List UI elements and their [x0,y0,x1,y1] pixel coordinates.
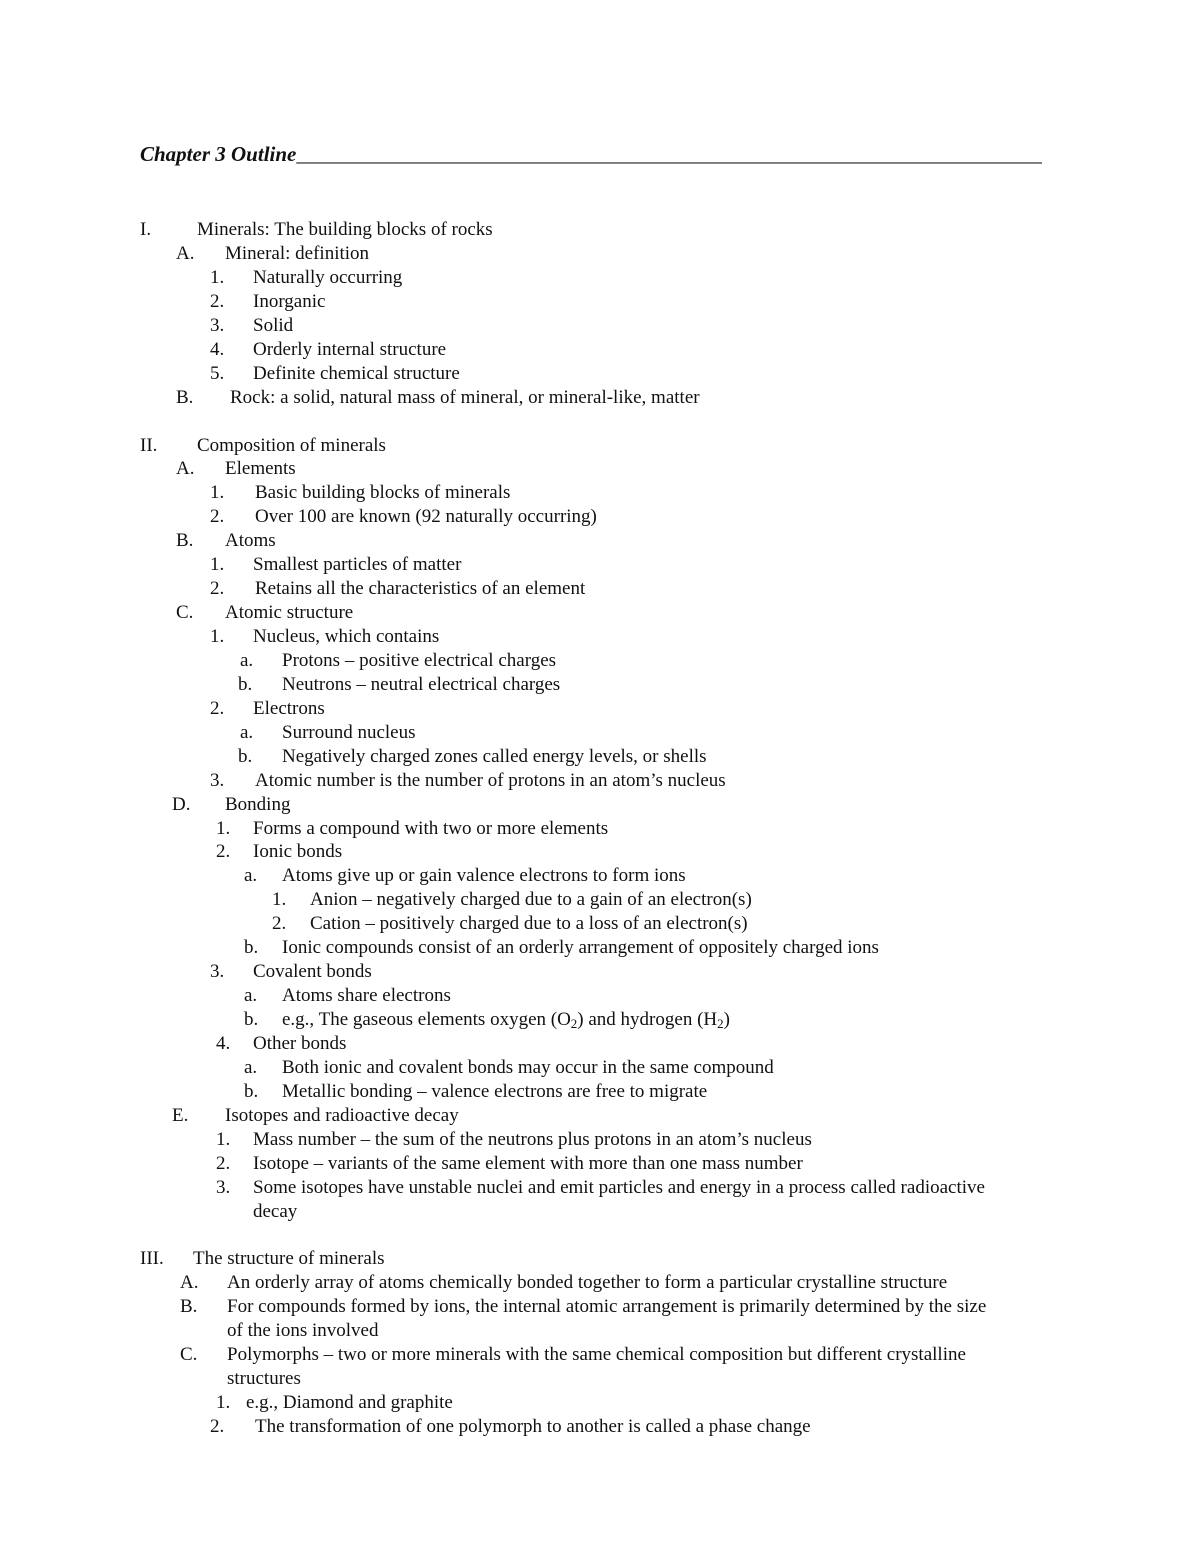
outline-marker: 4. [216,1032,231,1054]
outline-text: Nucleus, which contains [253,626,440,647]
outline-marker: 2. [210,578,225,600]
outline-text: Naturally occurring [253,266,403,288]
outline-marker: D. [172,793,191,815]
outline-item [0,1247,1200,1271]
outline-text: Ionic bonds [253,841,343,863]
outline-text: Atomic number is the number of protons in an atom’s nucleus [255,769,726,791]
outline-marker: 2. [210,697,225,719]
outline-item [0,1367,1200,1391]
outline-item [0,1415,1200,1439]
outline-item [0,1152,1200,1176]
outline-marker: 2. [272,913,287,935]
outline-marker: 3. [216,1176,231,1198]
outline-text: Protons – positive electrical charges [282,649,557,671]
outline-marker: 1. [216,1392,231,1414]
outline-item [0,864,1200,888]
outline-marker: III. [140,1248,164,1270]
outline-text: Inorganic [253,290,326,312]
outline-item [0,218,1200,242]
outline-text-part: ) [723,1009,730,1030]
outline-text-part: e.g., The gaseous elements oxygen (O [282,1009,571,1030]
outline-text: Isotope – variants of the same element with more than one mass number [253,1152,803,1174]
outline-text: Surround nucleus [282,721,416,743]
outline-marker: 1. [216,817,231,839]
outline-item [0,1271,1200,1295]
outline-text: Elements [225,458,296,480]
outline-item [0,888,1200,912]
outline-marker: E. [172,1104,189,1126]
outline-text: Ionic compounds consist of an orderly arrangement of oppositely charged ions [282,937,879,959]
outline-text: Electrons [253,697,325,719]
outline-item [0,1080,1200,1104]
outline-item [0,1056,1200,1080]
outline-text: Cation – positively charged due to a loss of an electron(s) [310,913,748,935]
outline-text: Negatively charged zones called energy levels, or shells [282,745,707,767]
title-underline-rule: _______________________________________________________________________ [296,142,1042,166]
outline-text: Atoms give up or gain valence electrons to form ions [282,865,686,887]
outline-text: Over 100 are known (92 naturally occurring) [255,506,597,528]
outline-marker: B. [176,530,194,552]
outline-text: Definite chemical structure [253,362,460,384]
subscript-text: 2 [570,1016,578,1031]
outline-text: decay [253,1200,298,1222]
outline-marker: 3. [210,769,225,791]
outline-item [0,457,1200,481]
outline-marker: I. [140,219,152,240]
outline-marker: b. [238,673,253,695]
outline-text: Anion – negatively charged due to a gain of an electron(s) [310,889,752,911]
outline-text: Metallic bonding – valence electrons are free to migrate [282,1080,708,1102]
outline-item [0,577,1200,601]
outline-item [0,1343,1200,1367]
outline-item [0,362,1200,386]
outline-item [0,1200,1200,1224]
outline-item [0,625,1200,649]
page-title [140,142,1042,167]
outline-list [0,218,1200,1439]
outline-item [0,290,1200,314]
outline-marker: C. [176,602,194,624]
outline-marker: 1. [272,889,287,911]
outline-text: Covalent bonds [253,961,372,983]
outline-text: The transformation of one polymorph to another is called a phase change [255,1416,811,1437]
outline-item [0,314,1200,338]
outline-item [0,673,1200,697]
outline-text: structures [227,1368,301,1390]
outline-marker: 2. [216,841,231,863]
outline-marker: 1. [216,1128,231,1150]
outline-marker: II. [140,434,158,456]
outline-text: Forms a compound with two or more elements [253,817,609,839]
outline-marker: 1. [210,266,225,288]
outline-marker: A. [176,242,195,264]
outline-item [0,1104,1200,1128]
outline-text: Atoms [225,530,276,552]
outline-text: Retains all the characteristics of an element [255,578,586,600]
outline-marker: 3. [210,314,225,336]
outline-marker: 2. [210,506,225,528]
outline-item [0,697,1200,721]
outline-marker: b. [244,1009,259,1030]
outline-text: Basic building blocks of minerals [255,482,511,504]
outline-text: Minerals: The building blocks of rocks [197,219,493,240]
outline-item [0,338,1200,362]
outline-item [0,1319,1200,1343]
outline-item [0,793,1200,817]
outline-marker: 2. [210,1416,225,1437]
outline-spacer [0,1223,1200,1247]
outline-text: Polymorphs – two or more minerals with the same chemical composition but different crystalline [227,1344,966,1366]
outline-item [0,1176,1200,1200]
outline-text [282,1008,730,1032]
outline-item [0,1391,1200,1415]
outline-item [0,769,1200,793]
outline-marker: a. [240,649,254,671]
outline-marker: B. [176,386,194,408]
outline-text: Mass number – the sum of the neutrons plus protons in an atom’s nucleus [253,1128,812,1150]
subscript-text: 2 [717,1016,724,1031]
outline-text: Solid [253,314,294,336]
outline-item [0,481,1200,505]
title-text: Chapter 3 Outline [140,142,297,166]
outline-item [0,601,1200,625]
outline-text: For compounds formed by ions, the internal atomic arrangement is primarily determined by the size [227,1296,987,1318]
outline-text: Neutrons – neutral electrical charges [282,673,561,695]
outline-marker: a. [244,865,258,887]
outline-marker: 2. [210,290,225,312]
outline-marker: b. [244,1080,259,1102]
outline-text: Some isotopes have unstable nuclei and emit particles and energy in a process called radioactive [253,1176,985,1198]
outline-item [0,649,1200,673]
outline-text: Smallest particles of matter [253,554,462,576]
outline-item [0,721,1200,745]
outline-marker: b. [238,745,253,767]
outline-item [0,912,1200,936]
outline-marker: a. [240,721,254,743]
outline-spacer [0,410,1200,434]
outline-marker: 3. [210,961,225,983]
outline-text: of the ions involved [227,1320,379,1342]
outline-item [0,529,1200,553]
outline-item [0,386,1200,410]
outline-item [0,266,1200,290]
outline-item [0,434,1200,458]
outline-text: An orderly array of atoms chemically bonded together to form a particular crystalline structure [227,1272,948,1294]
outline-item [0,840,1200,864]
outline-text: Isotopes and radioactive decay [225,1104,459,1126]
outline-text: Rock: a solid, natural mass of mineral, or mineral-like, matter [230,386,700,408]
outline-text: Orderly internal structure [253,338,447,360]
outline-marker: B. [180,1296,198,1318]
outline-marker: C. [180,1344,198,1366]
outline-text: Atomic structure [225,602,354,624]
outline-marker: b. [244,937,259,959]
outline-text: Mineral: definition [225,242,370,264]
outline-marker: 1. [210,626,225,647]
outline-marker: A. [180,1272,199,1294]
outline-text: e.g., Diamond and graphite [246,1392,453,1414]
outline-marker: a. [244,1056,258,1078]
outline-text: Bonding [225,793,291,815]
outline-marker: 4. [210,338,225,360]
outline-text-part: ) and hydrogen (H [577,1009,718,1030]
outline-text: Other bonds [253,1032,347,1054]
outline-item [0,242,1200,266]
outline-item [0,960,1200,984]
outline-text: Both ionic and covalent bonds may occur in the same compound [282,1056,774,1078]
outline-text: Atoms share electrons [282,985,451,1007]
outline-item [0,936,1200,960]
outline-item [0,817,1200,841]
outline-marker: 1. [210,482,225,504]
outline-marker: A. [176,458,195,480]
outline-marker: a. [244,985,258,1007]
outline-item [0,984,1200,1008]
outline-marker: 1. [210,554,225,576]
outline-item [0,1128,1200,1152]
outline-marker: 2. [216,1152,231,1174]
outline-item [0,505,1200,529]
outline-item [0,1008,1200,1032]
outline-text: Composition of minerals [197,434,386,456]
outline-item [0,553,1200,577]
outline-item [0,745,1200,769]
outline-marker: 5. [210,362,225,384]
outline-item [0,1295,1200,1319]
outline-text: The structure of minerals [193,1248,385,1270]
outline-item [0,1032,1200,1056]
